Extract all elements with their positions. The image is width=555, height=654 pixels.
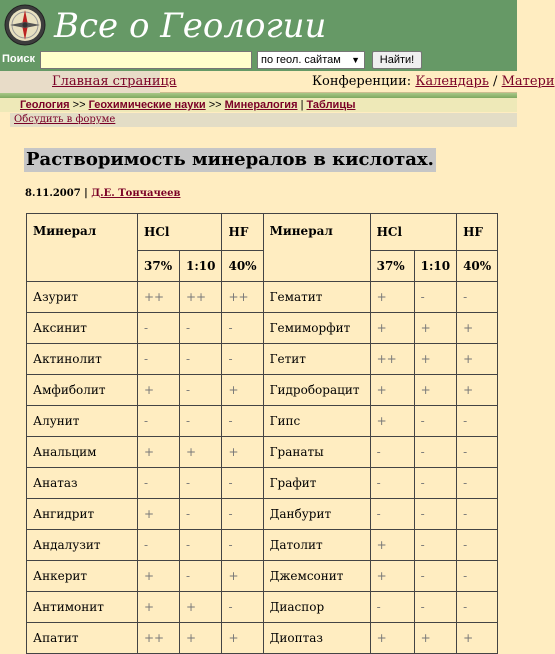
solubility-value: - — [370, 499, 414, 530]
solubility-value: - — [180, 499, 222, 530]
nav-materials-link[interactable]: Матери — [501, 74, 555, 89]
mineral-name: Антимонит — [27, 592, 138, 623]
header-37: 37% — [370, 251, 414, 282]
chevron-down-icon: ▼ — [351, 55, 360, 65]
mineral-name: Азурит — [27, 282, 138, 313]
solubility-value: ++ — [370, 344, 414, 375]
mineral-name: Аксинит — [27, 313, 138, 344]
solubility-value: - — [222, 592, 263, 623]
solubility-value: + — [370, 282, 414, 313]
solubility-value: - — [180, 313, 222, 344]
table-row — [27, 499, 498, 530]
breadcrumb-sep: >> — [72, 99, 86, 111]
compass-icon[interactable] — [4, 4, 46, 46]
header-hcl: HCl — [138, 214, 222, 251]
mineral-name: Апатит — [27, 623, 138, 654]
breadcrumb-sep: >> — [208, 99, 222, 111]
search-bar — [0, 50, 517, 71]
solubility-value: - — [457, 561, 498, 592]
solubility-value: + — [222, 437, 263, 468]
breadcrumb-geochem[interactable]: Геохимические науки — [88, 99, 206, 111]
solubility-value: - — [222, 499, 263, 530]
solubility-value: + — [414, 313, 456, 344]
solubility-value: - — [222, 344, 263, 375]
mineral-name: Гетит — [263, 344, 370, 375]
forum-strip — [10, 113, 517, 127]
article-meta — [25, 188, 180, 199]
solubility-value: - — [457, 530, 498, 561]
search-label: Поиск — [2, 53, 36, 65]
article-date: 8.11.2007 — [25, 188, 81, 199]
solubility-value: + — [370, 375, 414, 406]
header-mineral: Минерал — [263, 214, 370, 282]
solubility-value: + — [414, 375, 456, 406]
nav-conferences — [312, 71, 555, 93]
search-scope-value: по геол. сайтам — [261, 54, 341, 66]
solubility-value: + — [138, 592, 180, 623]
solubility-table — [26, 213, 498, 654]
solubility-value: - — [138, 313, 180, 344]
solubility-value: ++ — [138, 282, 180, 313]
table-row — [27, 344, 498, 375]
table-header-row — [27, 214, 498, 251]
search-input[interactable] — [40, 51, 252, 69]
solubility-value: - — [180, 468, 222, 499]
mineral-name: Гидроборацит — [263, 375, 370, 406]
author-link[interactable]: Д.Е. Тончачеев — [91, 188, 181, 199]
site-header — [0, 0, 517, 50]
solubility-value: - — [222, 406, 263, 437]
solubility-value: + — [138, 437, 180, 468]
mineral-name: Ангидрит — [27, 499, 138, 530]
solubility-value: ++ — [138, 623, 180, 654]
nav-slash: / — [493, 74, 498, 89]
solubility-value: - — [180, 375, 222, 406]
nav-conferences-label: Конференции: — [312, 74, 412, 89]
table-row — [27, 406, 498, 437]
breadcrumb-sep: | — [300, 99, 304, 111]
mineral-name: Анкерит — [27, 561, 138, 592]
solubility-value: - — [222, 468, 263, 499]
solubility-value: + — [180, 437, 222, 468]
solubility-value: - — [457, 499, 498, 530]
mineral-name: Гранаты — [263, 437, 370, 468]
solubility-value: - — [370, 592, 414, 623]
mineral-name: Андалузит — [27, 530, 138, 561]
solubility-value: + — [222, 623, 263, 654]
header-40: 40% — [457, 251, 498, 282]
solubility-value: + — [370, 313, 414, 344]
search-button[interactable]: Найти! — [372, 51, 422, 69]
solubility-value: + — [457, 623, 498, 654]
solubility-value: + — [222, 561, 263, 592]
solubility-value: - — [222, 530, 263, 561]
table-row — [27, 282, 498, 313]
table-row — [27, 530, 498, 561]
solubility-value: + — [222, 375, 263, 406]
solubility-value: - — [457, 437, 498, 468]
top-nav — [0, 71, 555, 93]
header-mineral: Минерал — [27, 214, 138, 282]
solubility-value: + — [138, 561, 180, 592]
solubility-value: - — [180, 561, 222, 592]
mineral-name: Гемиморфит — [263, 313, 370, 344]
breadcrumb-tables[interactable]: Таблицы — [306, 99, 356, 111]
solubility-value: - — [138, 406, 180, 437]
solubility-value: - — [414, 468, 456, 499]
header-1-10: 1:10 — [180, 251, 222, 282]
solubility-value: - — [180, 406, 222, 437]
solubility-value: + — [414, 344, 456, 375]
solubility-value: + — [414, 623, 456, 654]
solubility-value: + — [138, 499, 180, 530]
mineral-name: Датолит — [263, 530, 370, 561]
forum-link[interactable]: Обсудить в форуме — [14, 114, 116, 125]
solubility-value: + — [138, 375, 180, 406]
nav-home-cell — [0, 71, 177, 93]
header-hcl: HCl — [370, 214, 456, 251]
mineral-name: Гипс — [263, 406, 370, 437]
header-hf: HF — [222, 214, 263, 251]
mineral-name: Гематит — [263, 282, 370, 313]
solubility-value: - — [370, 468, 414, 499]
table-row — [27, 561, 498, 592]
solubility-value: - — [414, 592, 456, 623]
solubility-value: - — [414, 437, 456, 468]
table-row — [27, 468, 498, 499]
mineral-name: Диоптаз — [263, 623, 370, 654]
site-title[interactable]: Все о Геологии — [54, 6, 327, 46]
solubility-value: + — [370, 406, 414, 437]
solubility-value: - — [457, 592, 498, 623]
solubility-value: - — [414, 499, 456, 530]
table-row — [27, 623, 498, 654]
solubility-value: - — [457, 282, 498, 313]
page-title: Растворимость минералов в кислотах. — [26, 149, 434, 170]
header-37: 37% — [138, 251, 180, 282]
mineral-name: Диаспор — [263, 592, 370, 623]
solubility-value: - — [138, 344, 180, 375]
solubility-value: ++ — [180, 282, 222, 313]
mineral-name: Анальцим — [27, 437, 138, 468]
mineral-name: Алунит — [27, 406, 138, 437]
solubility-value: - — [138, 530, 180, 561]
solubility-value: + — [370, 623, 414, 654]
mineral-name: Данбурит — [263, 499, 370, 530]
solubility-value: - — [457, 406, 498, 437]
header-40: 40% — [222, 251, 263, 282]
table-row — [27, 313, 498, 344]
solubility-value: - — [180, 530, 222, 561]
mineral-name: Амфиболит — [27, 375, 138, 406]
header-hf: HF — [457, 214, 498, 251]
breadcrumb — [0, 98, 517, 112]
solubility-value: - — [138, 468, 180, 499]
solubility-value: - — [414, 530, 456, 561]
solubility-value: + — [457, 344, 498, 375]
solubility-value: + — [457, 375, 498, 406]
mineral-name: Джемсонит — [263, 561, 370, 592]
search-scope-select[interactable] — [257, 51, 365, 69]
breadcrumb-mineralogy[interactable]: Минералогия — [224, 99, 298, 111]
nav-calendar-link[interactable]: Календарь — [415, 74, 489, 89]
mineral-name: Актинолит — [27, 344, 138, 375]
solubility-value: + — [180, 623, 222, 654]
header-1-10: 1:10 — [414, 251, 456, 282]
breadcrumb-geology[interactable]: Геология — [20, 99, 70, 111]
solubility-value: - — [370, 437, 414, 468]
table-row — [27, 437, 498, 468]
solubility-value: + — [180, 592, 222, 623]
solubility-value: - — [414, 282, 456, 313]
solubility-value: - — [222, 313, 263, 344]
meta-sep: | — [84, 188, 88, 199]
solubility-value: + — [370, 561, 414, 592]
table-row — [27, 375, 498, 406]
solubility-value: + — [370, 530, 414, 561]
solubility-value: - — [414, 561, 456, 592]
solubility-value: - — [457, 468, 498, 499]
nav-home-link[interactable]: Главная страница — [52, 74, 177, 89]
table-row — [27, 592, 498, 623]
solubility-value: - — [414, 406, 456, 437]
solubility-value: - — [180, 344, 222, 375]
mineral-name: Графит — [263, 468, 370, 499]
mineral-name: Анатаз — [27, 468, 138, 499]
solubility-value: ++ — [222, 282, 263, 313]
solubility-value: + — [457, 313, 498, 344]
